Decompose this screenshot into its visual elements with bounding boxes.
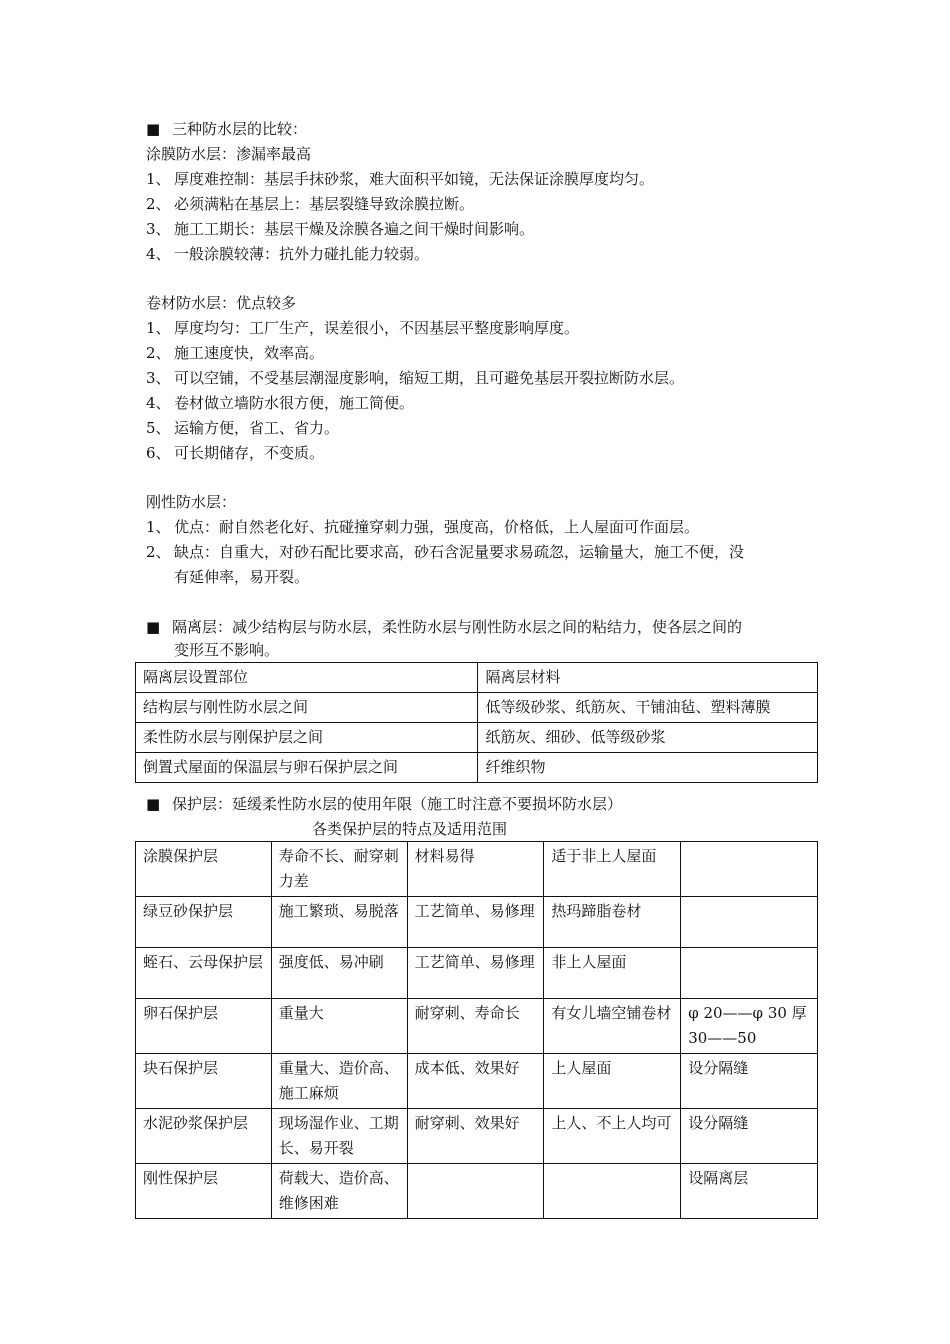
item-text: 卷材做立墙防水很方便，施工简便。 <box>174 394 415 412</box>
table-cell: 上人屋面 <box>544 1054 681 1109</box>
item-text: 运输方便，省工、省力。 <box>174 419 340 437</box>
table-cell: 水泥砂浆保护层 <box>136 1109 272 1164</box>
table-cell: 重量大、造价高、施工麻烦 <box>271 1054 407 1109</box>
list-item <box>146 391 414 416</box>
table-cell: 强度低、易冲刷 <box>271 948 407 999</box>
table-cell: 非上人屋面 <box>544 948 681 999</box>
rigid-title: 刚性防水层： <box>146 493 237 511</box>
protective-layer-table <box>135 841 818 1219</box>
table-cell <box>681 948 818 999</box>
table-row <box>136 1054 818 1109</box>
item-number: 1、 <box>146 170 171 188</box>
table-cell: 上人、不上人均可 <box>544 1109 681 1164</box>
table-cell <box>681 897 818 948</box>
table-cell: 设分隔缝 <box>681 1109 818 1164</box>
table-row <box>136 897 818 948</box>
table-cell: 寿命不长、耐穿刺力差 <box>271 842 407 897</box>
table-row <box>136 1164 818 1219</box>
list-item-continuation: 有延伸率，易开裂。 <box>174 568 310 586</box>
table-caption: 各类保护层的特点及适用范围 <box>312 820 508 838</box>
table-cell: 设分隔缝 <box>681 1054 818 1109</box>
table-cell: 耐穿刺、寿命长 <box>407 999 544 1054</box>
membrane-title: 卷材防水层：优点较多 <box>146 294 297 312</box>
table-cell: 设隔离层 <box>681 1164 818 1219</box>
item-number: 3、 <box>146 369 171 387</box>
table-cell: 工艺简单、易修理 <box>407 897 544 948</box>
item-text: 可以空铺，不受基层潮湿度影响，缩短工期，且可避免基层开裂拉断防水层。 <box>174 369 685 387</box>
section3-heading <box>146 792 622 817</box>
table-row <box>136 842 818 897</box>
table-cell: 卵石保护层 <box>136 999 272 1054</box>
list-item <box>146 167 654 192</box>
item-text: 缺点：自重大，对砂石配比要求高，砂石含泥量要求易疏忽，运输量大，施工不便，没 <box>174 543 745 561</box>
item-number: 3、 <box>146 220 171 238</box>
list-item <box>146 540 744 565</box>
table-row <box>136 948 818 999</box>
table-cell: 纤维织物 <box>478 753 818 783</box>
table-cell: 绿豆砂保护层 <box>136 897 272 948</box>
table-cell: 柔性防水层与刚保护层之间 <box>136 723 478 753</box>
table-cell: 工艺简单、易修理 <box>407 948 544 999</box>
table-cell: 隔离层材料 <box>478 663 818 693</box>
table-cell: 热玛蹄脂卷材 <box>544 897 681 948</box>
list-item <box>146 366 684 391</box>
table-cell: 施工繁琐、易脱落 <box>271 897 407 948</box>
square-bullet-icon: ■ <box>146 618 161 636</box>
list-item <box>146 341 324 366</box>
table-row <box>136 723 818 753</box>
item-text: 一般涂膜较薄：抗外力碰扎能力较弱。 <box>174 245 430 263</box>
item-number: 6、 <box>146 444 171 462</box>
table-row <box>136 1109 818 1164</box>
item-number: 2、 <box>146 195 171 213</box>
table-cell: 现场湿作业、工期长、易开裂 <box>271 1109 407 1164</box>
table-cell: 适于非上人屋面 <box>544 842 681 897</box>
table-cell: 隔离层设置部位 <box>136 663 478 693</box>
item-number: 2、 <box>146 344 171 362</box>
list-item <box>146 242 429 267</box>
item-text: 施工工期长：基层干燥及涂膜各遍之间干燥时间影响。 <box>174 220 535 238</box>
item-text: 保护层：延缓柔性防水层的使用年限（施工时注意不要损坏防水层） <box>172 795 623 813</box>
square-bullet-icon: ■ <box>146 795 161 813</box>
table-cell: 块石保护层 <box>136 1054 272 1109</box>
table-cell: 低等级砂浆、纸筋灰、干铺油毡、塑料薄膜 <box>478 693 818 723</box>
list-item <box>146 416 339 441</box>
table-cell: 有女儿墙空铺卷材 <box>544 999 681 1054</box>
section2-continuation: 变形互不影响。 <box>174 641 280 659</box>
table-cell: 材料易得 <box>407 842 544 897</box>
item-text: 优点：耐自然老化好、抗碰撞穿刺力强，强度高，价格低，上人屋面可作面层。 <box>174 518 700 536</box>
table-cell: 重量大 <box>271 999 407 1054</box>
table-cell: 耐穿刺、效果好 <box>407 1109 544 1164</box>
table-cell <box>681 842 818 897</box>
item-number: 4、 <box>146 394 171 412</box>
square-bullet-icon: ■ <box>146 120 161 138</box>
table-cell: 荷载大、造价高、维修困难 <box>271 1164 407 1219</box>
item-text: 厚度难控制：基层手抹砂浆，难大面积平如镜，无法保证涂膜厚度均匀。 <box>174 170 655 188</box>
section1-heading <box>146 117 307 142</box>
table-row <box>136 753 818 783</box>
item-number: 1、 <box>146 518 171 536</box>
item-text: 必须满粘在基层上：基层裂缝导致涂膜拉断。 <box>174 195 475 213</box>
table-row <box>136 999 818 1054</box>
table-cell: 结构层与刚性防水层之间 <box>136 693 478 723</box>
table-cell: 倒置式屋面的保温层与卵石保护层之间 <box>136 753 478 783</box>
item-text: 可长期储存，不变质。 <box>174 444 325 462</box>
heading-text: 三种防水层的比较： <box>172 120 308 138</box>
item-number: 2、 <box>146 543 171 561</box>
list-item <box>146 515 699 540</box>
table-cell: 刚性保护层 <box>136 1164 272 1219</box>
table-cell: 蛭石、云母保护层 <box>136 948 272 999</box>
table-row <box>136 693 818 723</box>
section2-heading <box>146 615 742 640</box>
table-cell: φ 20——φ 30 厚 30——50 <box>681 999 818 1054</box>
table-cell: 成本低、效果好 <box>407 1054 544 1109</box>
item-number: 5、 <box>146 419 171 437</box>
table-cell: 涂膜保护层 <box>136 842 272 897</box>
isolation-layer-table <box>135 662 818 783</box>
item-number: 4、 <box>146 245 171 263</box>
table-cell: 纸筋灰、细砂、低等级砂浆 <box>478 723 818 753</box>
table-cell <box>407 1164 544 1219</box>
table-row <box>136 663 818 693</box>
list-item <box>146 441 324 466</box>
table-cell <box>544 1164 681 1219</box>
list-item <box>146 316 579 341</box>
item-text: 厚度均匀：工厂生产，误差很小，不因基层平整度影响厚度。 <box>174 319 580 337</box>
coating-title: 涂膜防水层：渗漏率最高 <box>146 145 312 163</box>
list-item <box>146 217 534 242</box>
item-number: 1、 <box>146 319 171 337</box>
item-text: 施工速度快，效率高。 <box>174 344 325 362</box>
item-text: 隔离层：减少结构层与防水层，柔性防水层与刚性防水层之间的粘结力，使各层之间的 <box>172 618 743 636</box>
list-item <box>146 192 474 217</box>
